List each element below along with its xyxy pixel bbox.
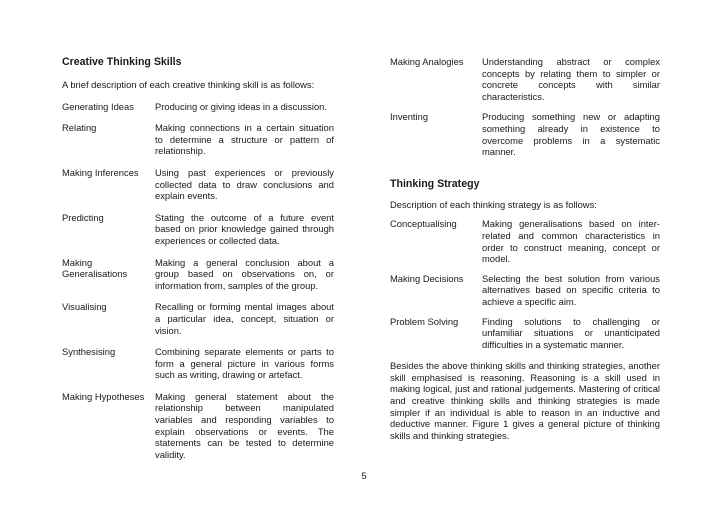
thinking-strategy-heading: Thinking Strategy [390, 177, 480, 190]
skill-term: Visualising [62, 301, 107, 313]
skill-row-predicting [62, 212, 334, 247]
skill-definition: Producing or giving ideas in a discussion. [155, 100, 327, 112]
skill-definition: Stating the outcome of a future event based on prior knowledge gained through experiences or collected data. [155, 211, 334, 246]
skill-row-generating-ideas [62, 101, 334, 113]
skill-definition: Understanding abstract or complex concepts by relating them to simpler or concrete concepts with similar characteristics. [482, 56, 660, 102]
skill-term: Generating Ideas [62, 100, 134, 112]
page-number: 5 [361, 470, 367, 481]
creative-thinking-heading: Creative Thinking Skills [62, 56, 182, 68]
strategy-row-problem-solving [390, 316, 660, 351]
skill-definition: Recalling or forming mental images about a particular idea, concept, situation or vision. [155, 301, 334, 336]
skill-term: Making Hypotheses [62, 390, 145, 402]
skill-term: Relating [62, 122, 97, 134]
strategy-row-making-decisions [390, 273, 660, 308]
strategy-definition: Making generalisations based on inter-related and common characteristics in order to construct meaning, concept or model. [482, 218, 660, 265]
strategy-term: Conceptualising [390, 218, 457, 230]
skill-definition: Making a general conclusion about a group based on observations on, or information from, samples of the group. [155, 256, 334, 291]
skill-row-relating [62, 122, 334, 157]
skill-definition: Making connections in a certain situation to determine a structure or pattern of relationship. [155, 122, 334, 157]
skill-term: Making Inferences [62, 166, 139, 178]
skill-term: Predicting [62, 211, 104, 223]
skill-definition: Producing something new or adapting something already in existence to overcome problems in a systematic manner. [482, 111, 660, 158]
skill-definition: Combining separate elements or parts to form a general picture in various forms such as writing, drawing or artefact. [155, 346, 334, 381]
skill-term: Making Analogies [390, 56, 464, 67]
skill-term: Making Generalisations [62, 256, 128, 280]
skill-row-inventing [390, 111, 660, 157]
skill-row-synthesising [62, 346, 334, 381]
skill-row-making-generalisations [62, 257, 334, 292]
right-column [390, 56, 660, 441]
skill-definition: Making general statement about the relationship between manipulated variables and responding variables to explain observations or events. The statements can be tested to determine validity. [155, 390, 334, 460]
skill-term: Inventing [390, 111, 429, 123]
skill-row-making-analogies [390, 56, 660, 102]
skill-row-visualising [62, 301, 334, 336]
skill-row-making-inferences [62, 167, 334, 202]
creative-thinking-intro: A brief description of each creative thinking skill is as follows: [62, 79, 315, 90]
thinking-strategy-intro: Description of each thinking strategy is as follows: [390, 198, 597, 210]
reasoning-paragraph: Besides the above thinking skills and thinking strategies, another skill emphasised is reasoning. Reasoning is a skill used in making logical, just and rational judgements. Mastering of critical and creative thinking skills and thinking strategies is made simpler if an individual is able to reason in an inductive and deductive manner. Figure 1 gives a general picture of thinking skills and thinking strategies. [390, 360, 660, 441]
skill-row-making-hypotheses [62, 391, 334, 461]
strategy-row-conceptualising [390, 218, 660, 264]
strategy-term: Problem Solving [390, 315, 459, 327]
strategy-definition: Finding solutions to challenging or unfamiliar situations or unanticipated difficulties in a systematic manner. [482, 315, 660, 350]
left-column [62, 56, 334, 460]
strategy-definition: Selecting the best solution from various alternatives based on specific criteria to achieve a specific aim. [482, 272, 660, 307]
skill-definition: Using past experiences or previously collected data to draw conclusions and explain events. [155, 166, 334, 202]
skill-term: Synthesising [62, 346, 116, 358]
strategy-term: Making Decisions [390, 272, 464, 284]
